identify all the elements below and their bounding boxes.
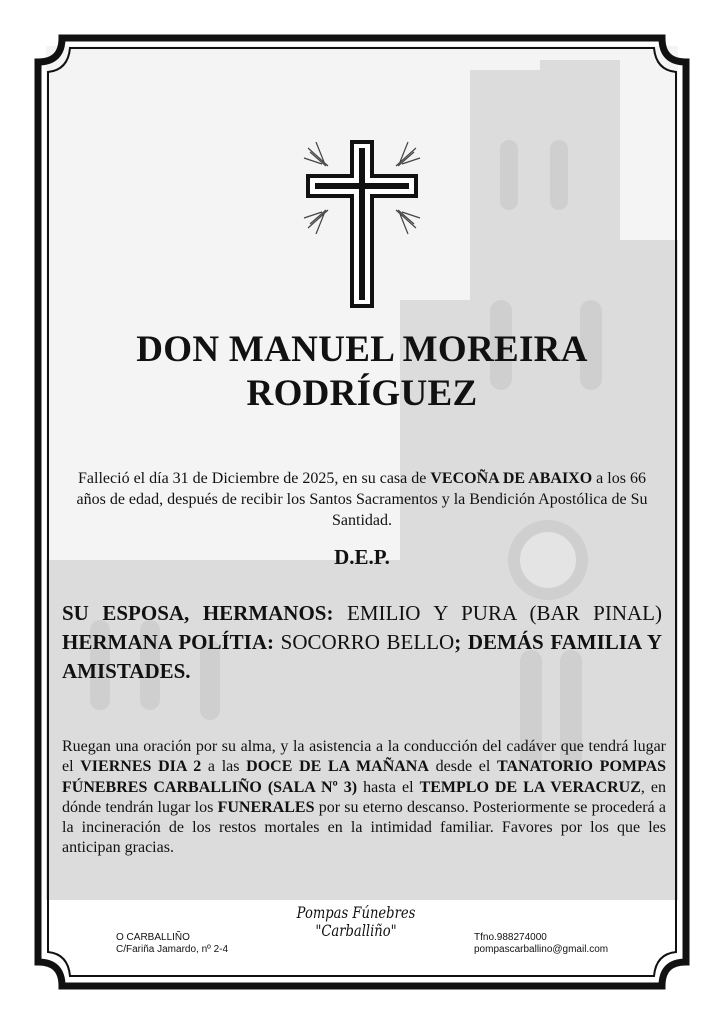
deceased-name [60, 328, 664, 416]
cross-icon [298, 136, 426, 312]
funeral-destination: TEMPLO DE LA VERACRUZ [419, 778, 641, 796]
footer-contact [474, 932, 608, 956]
funeral-home-logo [290, 904, 421, 940]
death-notice-text-2: a los 66 años de edad, después de recibir los Santos Sacramentos y la Bendición Apostólica de Su Santidad. [76, 470, 648, 529]
family-names-1: EMILIO Y PURA (BAR PINAL) [333, 601, 662, 625]
family-closing: DEMÁS FAMILIA Y AMISTADES. [62, 630, 662, 683]
funeral-text-1: Ruegan una oración por su alma, y la asistencia a la conducción del cadáver que tendrá lugar el [62, 738, 666, 776]
family-label-sister-in-law: HERMANA POLÍTIA: [62, 630, 275, 654]
deceased-name-line2: RODRÍGUEZ [246, 373, 478, 414]
death-place: VECOÑA DE ABAIXO [430, 470, 593, 487]
family-separator: ; [454, 630, 462, 654]
funeral-text-6: por su eterno descanso. Posteriormente se procederá a la incineración de los restos mortales en la intimidad familiar. Favores por los que les anticipan gracias. [62, 798, 666, 857]
family-names-2: SOCORRO BELLO [274, 630, 455, 654]
funeral-text-5: , en dónde tendrán lugar los [62, 778, 666, 816]
footer-street: C/Fariña Jamardo, nº 2-4 [116, 944, 229, 955]
funeral-time: DOCE DE LA MAÑANA [246, 758, 429, 776]
footer-town: O CARBALLIÑO [116, 932, 190, 943]
family-mourners [62, 599, 662, 686]
funeral-text-4: hasta el [357, 778, 420, 796]
footer-phone: Tfno.988274000 [474, 932, 547, 943]
funeral-services: FUNERALES [217, 798, 315, 816]
footer-email: pompascarballino@gmail.com [474, 944, 609, 955]
logo-line-1: Pompas Fúnebres [296, 903, 416, 922]
logo-line-2: "Carballiño" [315, 921, 397, 940]
deceased-name-line1: DON MANUEL MOREIRA [136, 329, 588, 370]
funeral-details [62, 737, 666, 859]
family-label-spouse-siblings: SU ESPOSA, HERMANOS: [62, 601, 334, 625]
death-notice-text: Falleció el día 31 de Diciembre de 2025, en su casa de [78, 470, 431, 487]
funeral-text-2: a las [201, 758, 247, 776]
funeral-origin: TANATORIO POMPAS FÚNEBRES CARBALLIÑO (SALA Nº 3) [62, 758, 667, 796]
footer-address [116, 932, 228, 956]
death-notice [62, 468, 662, 531]
funeral-day: VIERNES DIA 2 [80, 758, 202, 776]
funeral-text-3: desde el [428, 758, 497, 776]
dep-heading: D.E.P. [334, 545, 390, 569]
